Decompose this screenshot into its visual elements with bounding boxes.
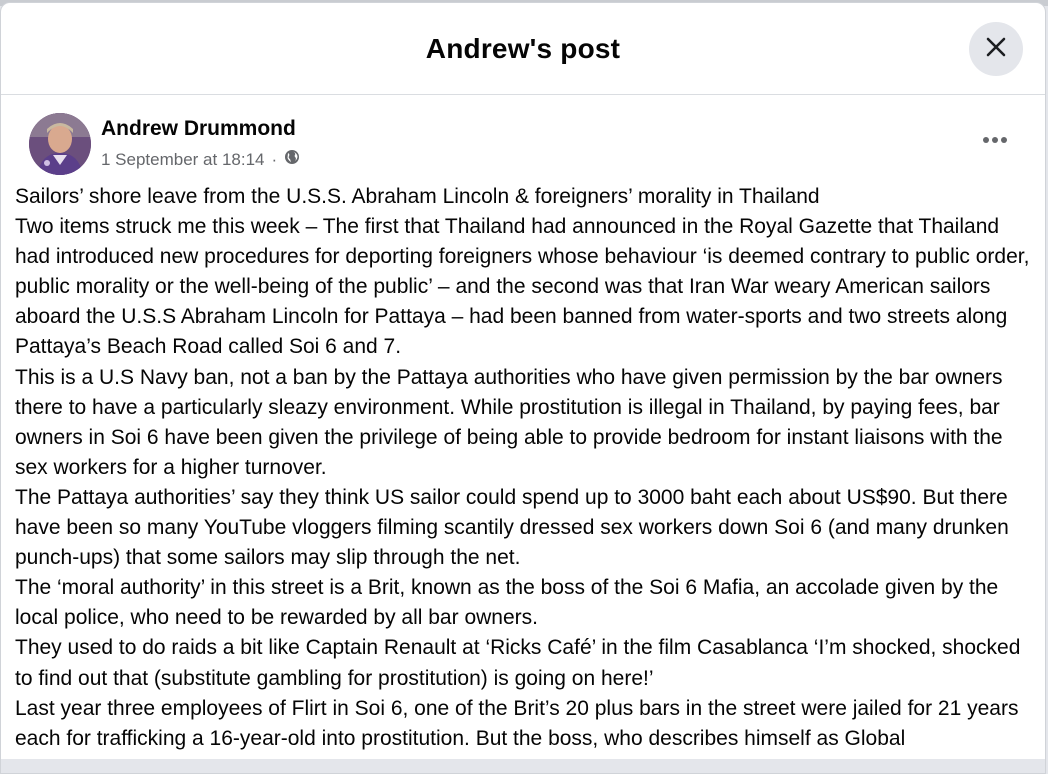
post-paragraph: Last year three employees of Flirt in Soi 6, one of the Brit’s 20 plus bars in the street were jailed for 21 years each for trafficking a 16-year-old into prostitution. But the boss, who describes himself as Global <box>15 696 1019 750</box>
post-paragraph: The ‘moral authority’ in this street is a Brit, known as the boss of the Soi 6 Mafia, an accolade given by the local police, who need to be rewarded by all bar owners. <box>15 576 999 630</box>
post-paragraph: They used to do raids a bit like Captain Renault at ‘Ricks Café’ in the film Casablanca ‘I’m shocked, shocked to find out that (substitute gambling for prostitution) is going on here!’ <box>15 636 1021 690</box>
dialog-title: Andrew's post <box>425 33 621 64</box>
globe-icon[interactable] <box>284 149 300 170</box>
scroll-edge <box>1 759 1045 773</box>
post-timestamp[interactable]: 1 September at 18:14 <box>101 149 265 169</box>
post-header <box>15 95 1031 183</box>
author-name[interactable]: Andrew Drummond <box>101 117 296 140</box>
post-paragraph: Sailors’ shore leave from the U.S.S. Abraham Lincoln & foreigners’ morality in Thailand <box>15 185 820 208</box>
post-paragraph: Two items struck me this week – The first that Thailand had announced in the Royal Gazette that Thailand had introduced new procedures for deporting foreigners whose behaviour ‘is deemed contrary to public order, public morality or the well-being of the public’ – and the second was that Iran War weary American sailors aboard the U.S.S Abraham Lincoln for Pattaya – had been banned from water-sports and two streets along Pattaya’s Beach Road called Soi 6 and 7. <box>15 215 1030 359</box>
avatar-image <box>29 113 91 175</box>
more-horizontal-icon <box>982 131 1008 149</box>
post-body <box>15 182 1031 754</box>
post-meta <box>101 149 300 170</box>
post-dialog <box>0 2 1046 774</box>
close-icon <box>985 36 1007 63</box>
post <box>1 95 1045 754</box>
avatar[interactable] <box>29 113 91 175</box>
post-paragraph: This is a U.S Navy ban, not a ban by the Pattaya authorities who have given permission by the bar owners there to have a particularly sleazy environment. While prostitution is illegal in Thailand, by paying fees, bar owners in Soi 6 have been given the privilege of being able to provide bedroom for instant liaisons with the sex workers for a higher turnover. <box>15 365 1003 479</box>
dialog-header <box>1 3 1045 95</box>
close-button[interactable] <box>969 22 1023 76</box>
more-options-button[interactable] <box>975 125 1015 155</box>
post-paragraph: The Pattaya authorities’ say they think US sailor could spend up to 3000 baht each about US$90. But there have been so many YouTube vloggers filming scantily dressed sex workers down Soi 6 (and many drunken punch-ups) that some sailors may slip through the net. <box>15 485 1009 570</box>
meta-separator: · <box>271 149 278 169</box>
